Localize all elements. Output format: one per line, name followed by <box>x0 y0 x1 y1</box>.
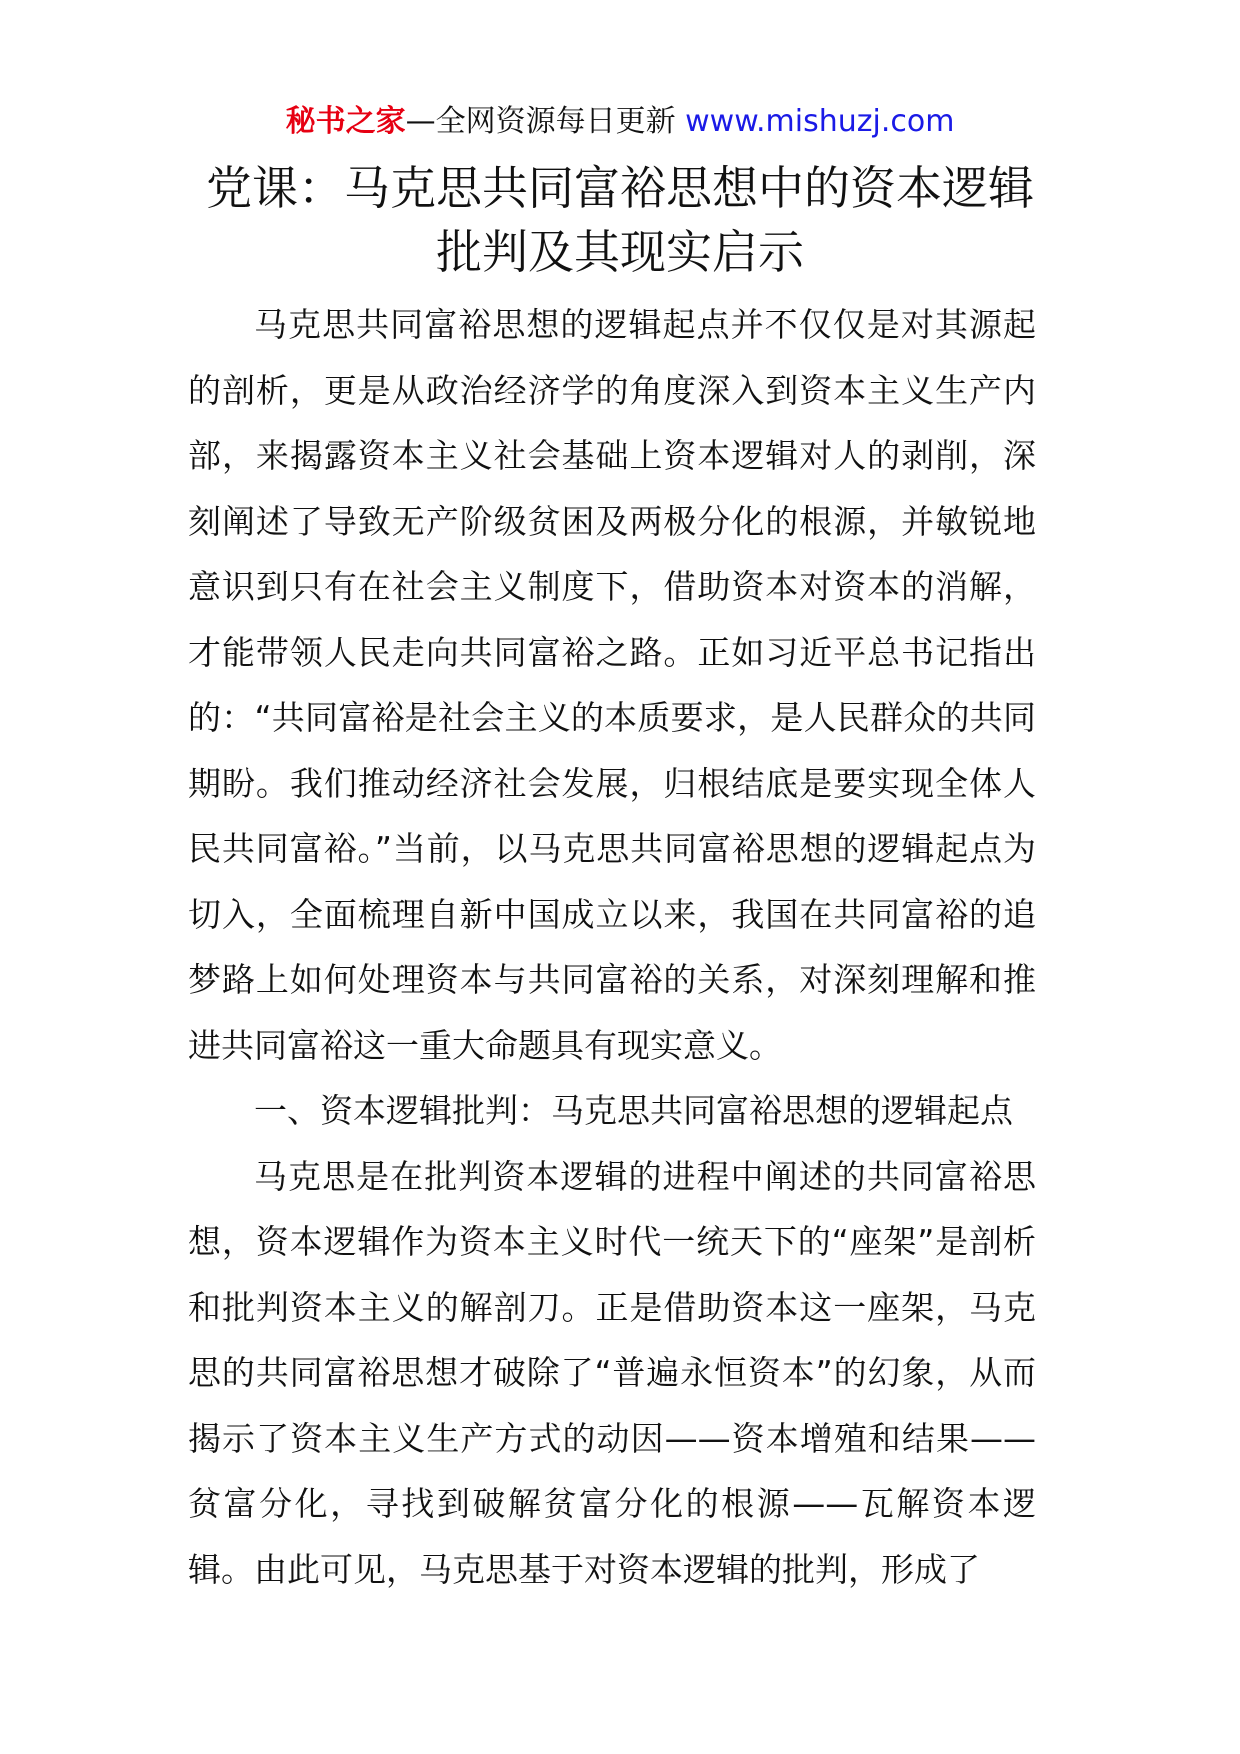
title-line-2: 批判及其现实启示 <box>436 225 804 279</box>
brand-name: 秘书之家 <box>285 104 406 139</box>
section-heading-1: 一、资本逻辑批判：马克思共同富裕思想的逻辑起点 <box>254 1091 1013 1130</box>
header-slogan: —全网资源每日更新 <box>405 104 686 139</box>
site-header <box>0 100 1240 144</box>
body-paragraph-2: 马克思是在批判资本逻辑的进程中阐述的共同富裕思想，资本逻辑作为资本主义时代一统天下的“座架”是剖析和批判资本主义的解剖刀。正是借助资本这一座架，马克思的共同富裕思想才破除了“普遍永恒资本”的幻象，从而揭示了资本主义生产方式的动因——资本增殖和结果——贫富分化，寻找到破解贫富分化的根源——瓦解资本逻辑。由此可见，马克思基于对资本逻辑的批判，形成了 <box>188 1156 1036 1589</box>
document-body <box>188 292 1036 1602</box>
body-paragraph-1: 马克思共同富裕思想的逻辑起点并不仅仅是对其源起的剖析，更是从政治经济学的角度深入到资本主义生产内部，来揭露资本主义社会基础上资本逻辑对人的剥削，深刻阐述了导致无产阶级贫困及两极分化的根源，并敏锐地意识到只有在社会主义制度下，借助资本对资本的消解，才能带领人民走向共同富裕之路。正如习近平总书记指出的：“共同富裕是社会主义的本质要求，是人民群众的共同期盼。我们推动经济社会发展，归根结底是要实现全体人民共同富裕。”当前，以马克思共同富裕思想的逻辑起点为切入，全面梳理自新中国成立以来，我国在共同富裕的追梦路上如何处理资本与共同富裕的关系，对深刻理解和推进共同富裕这一重大命题具有现实意义。 <box>188 305 1036 1065</box>
title-line-1: 党课：马克思共同富裕思想中的资本逻辑 <box>206 161 1034 215</box>
document-title <box>150 156 1090 284</box>
site-url-link[interactable]: www.mishuzj.com <box>685 104 955 139</box>
